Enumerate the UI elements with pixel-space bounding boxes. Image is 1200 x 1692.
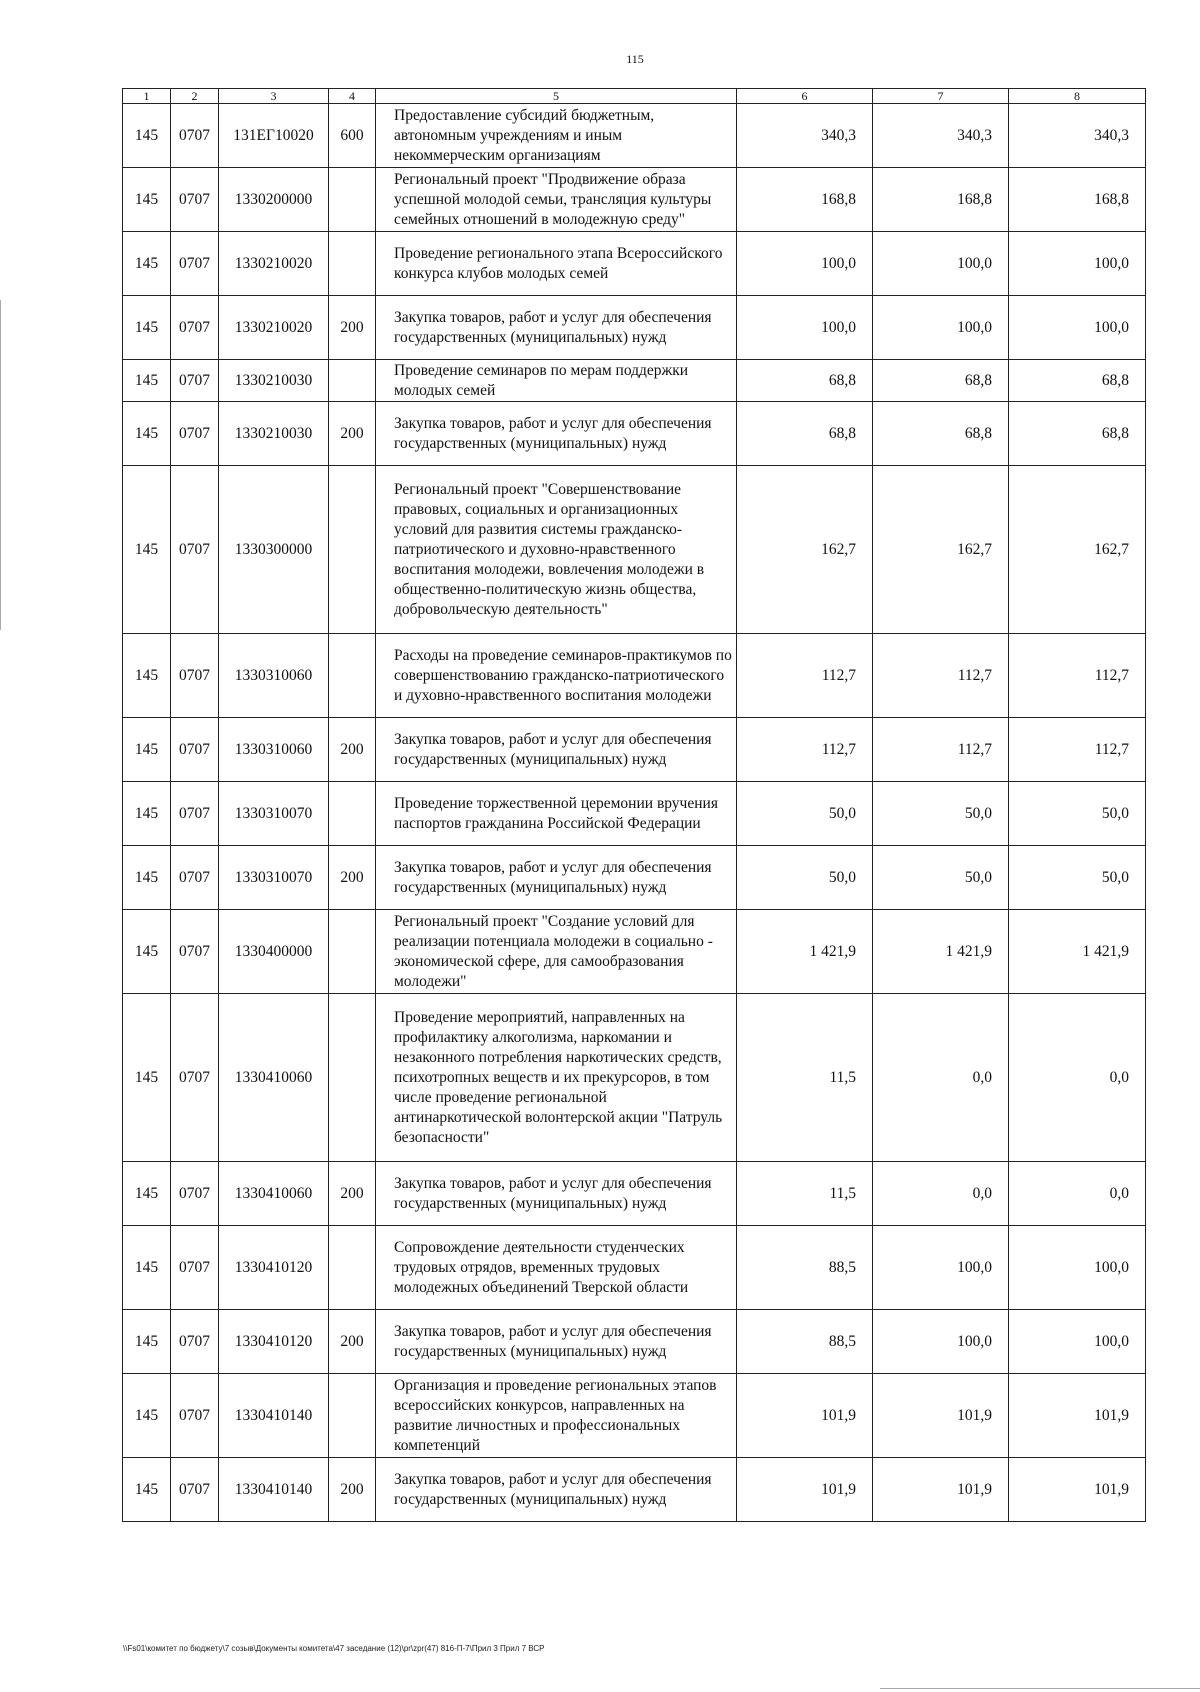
- cell-section-code: 0707: [171, 910, 219, 994]
- cell-section-code: 0707: [171, 466, 219, 634]
- cell-description: Региональный проект "Создание условий для реализации потенциала молодежи в социально - экономической сфере, для самообразования молодежи": [376, 910, 737, 994]
- cell-expense-type: [329, 994, 376, 1162]
- cell-description: Расходы на проведение семинаров-практикумов по совершенствованию гражданско-патриотического и духовно-нравственного воспитания молодежи: [376, 634, 737, 718]
- cell-expense-type: [329, 360, 376, 402]
- scan-edge-mark: [0, 300, 1, 630]
- cell-amount-3: 1 421,9: [1009, 910, 1146, 994]
- budget-table: [122, 88, 1146, 1522]
- table-row: [123, 232, 1146, 296]
- table-row: [123, 1162, 1146, 1226]
- cell-target-article: 1330410060: [219, 1162, 329, 1226]
- cell-amount-2: 101,9: [873, 1374, 1009, 1458]
- cell-ministry-code: 145: [123, 360, 171, 402]
- cell-target-article: 1330310060: [219, 718, 329, 782]
- column-number-8: 8: [1009, 89, 1146, 104]
- cell-amount-3: 0,0: [1009, 994, 1146, 1162]
- cell-amount-2: 0,0: [873, 1162, 1009, 1226]
- cell-amount-1: 88,5: [737, 1226, 873, 1310]
- cell-description: Сопровождение деятельности студенческих трудовых отрядов, временных трудовых молодежных объединений Тверской области: [376, 1226, 737, 1310]
- cell-amount-2: 340,3: [873, 104, 1009, 168]
- cell-amount-1: 101,9: [737, 1374, 873, 1458]
- cell-amount-3: 0,0: [1009, 1162, 1146, 1226]
- cell-target-article: 1330200000: [219, 168, 329, 232]
- cell-amount-3: 100,0: [1009, 296, 1146, 360]
- cell-expense-type: 200: [329, 1162, 376, 1226]
- cell-amount-1: 100,0: [737, 232, 873, 296]
- cell-target-article: 1330300000: [219, 466, 329, 634]
- cell-amount-1: 68,8: [737, 360, 873, 402]
- cell-amount-2: 100,0: [873, 1226, 1009, 1310]
- cell-amount-2: 68,8: [873, 402, 1009, 466]
- page-number: 115: [626, 52, 644, 66]
- cell-ministry-code: 145: [123, 718, 171, 782]
- cell-description: Проведение торжественной церемонии вручения паспортов гражданина Российской Федерации: [376, 782, 737, 846]
- cell-ministry-code: 145: [123, 232, 171, 296]
- cell-section-code: 0707: [171, 1310, 219, 1374]
- scan-edge-mark: [880, 1688, 1200, 1689]
- cell-section-code: 0707: [171, 1226, 219, 1310]
- cell-expense-type: 200: [329, 296, 376, 360]
- cell-amount-2: 168,8: [873, 168, 1009, 232]
- cell-ministry-code: 145: [123, 1458, 171, 1522]
- cell-ministry-code: 145: [123, 402, 171, 466]
- column-number-2: 2: [171, 89, 219, 104]
- cell-ministry-code: 145: [123, 1310, 171, 1374]
- cell-target-article: 1330400000: [219, 910, 329, 994]
- cell-amount-1: 162,7: [737, 466, 873, 634]
- cell-target-article: 1330210030: [219, 360, 329, 402]
- cell-expense-type: 600: [329, 104, 376, 168]
- cell-section-code: 0707: [171, 1162, 219, 1226]
- table-row: [123, 466, 1146, 634]
- cell-amount-3: 101,9: [1009, 1458, 1146, 1522]
- cell-expense-type: [329, 466, 376, 634]
- cell-ministry-code: 145: [123, 466, 171, 634]
- cell-expense-type: [329, 910, 376, 994]
- cell-amount-1: 50,0: [737, 782, 873, 846]
- cell-section-code: 0707: [171, 994, 219, 1162]
- cell-ministry-code: 145: [123, 168, 171, 232]
- cell-amount-3: 68,8: [1009, 360, 1146, 402]
- cell-expense-type: [329, 232, 376, 296]
- cell-amount-3: 168,8: [1009, 168, 1146, 232]
- cell-section-code: 0707: [171, 168, 219, 232]
- cell-target-article: 1330410120: [219, 1310, 329, 1374]
- cell-amount-2: 100,0: [873, 1310, 1009, 1374]
- table-row: [123, 104, 1146, 168]
- cell-target-article: 1330310070: [219, 782, 329, 846]
- table-row: [123, 1374, 1146, 1458]
- cell-amount-1: 50,0: [737, 846, 873, 910]
- cell-description: Закупка товаров, работ и услуг для обеспечения государственных (муниципальных) нужд: [376, 1458, 737, 1522]
- cell-amount-1: 11,5: [737, 1162, 873, 1226]
- cell-amount-3: 100,0: [1009, 1310, 1146, 1374]
- cell-description: Закупка товаров, работ и услуг для обеспечения государственных (муниципальных) нужд: [376, 1162, 737, 1226]
- column-number-6: 6: [737, 89, 873, 104]
- cell-amount-2: 50,0: [873, 846, 1009, 910]
- cell-amount-1: 101,9: [737, 1458, 873, 1522]
- cell-amount-2: 1 421,9: [873, 910, 1009, 994]
- cell-description: Закупка товаров, работ и услуг для обеспечения государственных (муниципальных) нужд: [376, 1310, 737, 1374]
- cell-expense-type: [329, 782, 376, 846]
- cell-section-code: 0707: [171, 634, 219, 718]
- cell-expense-type: [329, 1226, 376, 1310]
- table-row: [123, 296, 1146, 360]
- cell-amount-1: 112,7: [737, 634, 873, 718]
- cell-amount-2: 68,8: [873, 360, 1009, 402]
- cell-ministry-code: 145: [123, 1374, 171, 1458]
- cell-amount-1: 11,5: [737, 994, 873, 1162]
- cell-amount-1: 112,7: [737, 718, 873, 782]
- cell-description: Закупка товаров, работ и услуг для обеспечения государственных (муниципальных) нужд: [376, 718, 737, 782]
- table-row: [123, 1310, 1146, 1374]
- cell-description: Организация и проведение региональных этапов всероссийских конкурсов, направленных на развитие личностных и профессиональных компетенций: [376, 1374, 737, 1458]
- cell-section-code: 0707: [171, 718, 219, 782]
- cell-amount-2: 112,7: [873, 718, 1009, 782]
- cell-section-code: 0707: [171, 782, 219, 846]
- cell-description: Региональный проект "Совершенствование правовых, социальных и организационных условий для развития системы гражданско-патриотического и духовно-нравственного воспитания молодежи, вовлечения молодежи в общественно-политическую жизнь общества, добровольческую деятельность": [376, 466, 737, 634]
- cell-expense-type: 200: [329, 1310, 376, 1374]
- cell-amount-2: 112,7: [873, 634, 1009, 718]
- cell-section-code: 0707: [171, 296, 219, 360]
- cell-target-article: 1330410120: [219, 1226, 329, 1310]
- cell-expense-type: 200: [329, 718, 376, 782]
- cell-amount-1: 168,8: [737, 168, 873, 232]
- cell-target-article: 1330410060: [219, 994, 329, 1162]
- cell-amount-1: 88,5: [737, 1310, 873, 1374]
- cell-description: Региональный проект "Продвижение образа успешной молодой семьи, трансляция культуры семейных отношений в молодежную среду": [376, 168, 737, 232]
- cell-expense-type: [329, 634, 376, 718]
- cell-description: Закупка товаров, работ и услуг для обеспечения государственных (муниципальных) нужд: [376, 846, 737, 910]
- table-row: [123, 1458, 1146, 1522]
- cell-ministry-code: 145: [123, 910, 171, 994]
- cell-amount-3: 100,0: [1009, 232, 1146, 296]
- cell-expense-type: 200: [329, 402, 376, 466]
- table-row: [123, 782, 1146, 846]
- cell-section-code: 0707: [171, 360, 219, 402]
- cell-amount-2: 50,0: [873, 782, 1009, 846]
- cell-target-article: 1330310070: [219, 846, 329, 910]
- cell-target-article: 131ЕГ10020: [219, 104, 329, 168]
- cell-section-code: 0707: [171, 104, 219, 168]
- cell-amount-3: 100,0: [1009, 1226, 1146, 1310]
- cell-expense-type: 200: [329, 1458, 376, 1522]
- cell-amount-3: 101,9: [1009, 1374, 1146, 1458]
- cell-description: Проведение регионального этапа Всероссийского конкурса клубов молодых семей: [376, 232, 737, 296]
- cell-amount-2: 100,0: [873, 296, 1009, 360]
- table-row: [123, 910, 1146, 994]
- table-row: [123, 846, 1146, 910]
- table-row: [123, 718, 1146, 782]
- cell-target-article: 1330410140: [219, 1374, 329, 1458]
- cell-ministry-code: 145: [123, 1162, 171, 1226]
- cell-amount-3: 50,0: [1009, 782, 1146, 846]
- table-row: [123, 1226, 1146, 1310]
- cell-amount-2: 162,7: [873, 466, 1009, 634]
- cell-target-article: 1330210030: [219, 402, 329, 466]
- table-row: [123, 634, 1146, 718]
- cell-amount-3: 340,3: [1009, 104, 1146, 168]
- cell-description: Предоставление субсидий бюджетным, автономным учреждениям и иным некоммерческим организациям: [376, 104, 737, 168]
- table-row: [123, 994, 1146, 1162]
- cell-description: Закупка товаров, работ и услуг для обеспечения государственных (муниципальных) нужд: [376, 402, 737, 466]
- cell-expense-type: [329, 168, 376, 232]
- cell-amount-3: 112,7: [1009, 718, 1146, 782]
- cell-amount-1: 1 421,9: [737, 910, 873, 994]
- cell-ministry-code: 145: [123, 296, 171, 360]
- cell-target-article: 1330210020: [219, 232, 329, 296]
- column-number-5: 5: [376, 89, 737, 104]
- cell-target-article: 1330410140: [219, 1458, 329, 1522]
- table-row: [123, 360, 1146, 402]
- cell-amount-1: 100,0: [737, 296, 873, 360]
- cell-amount-3: 68,8: [1009, 402, 1146, 466]
- cell-section-code: 0707: [171, 1458, 219, 1522]
- column-number-row: [123, 89, 1146, 104]
- cell-description: Проведение семинаров по мерам поддержки молодых семей: [376, 360, 737, 402]
- cell-target-article: 1330210020: [219, 296, 329, 360]
- cell-amount-2: 0,0: [873, 994, 1009, 1162]
- column-number-1: 1: [123, 89, 171, 104]
- cell-section-code: 0707: [171, 232, 219, 296]
- cell-amount-1: 340,3: [737, 104, 873, 168]
- cell-amount-3: 112,7: [1009, 634, 1146, 718]
- cell-description: Проведение мероприятий, направленных на профилактику алкоголизма, наркомании и незаконного потребления наркотических средств, психотропных веществ и их прекурсоров, в том числе проведение региональной антинаркотической волонтерской акции "Патруль безопасности": [376, 994, 737, 1162]
- cell-ministry-code: 145: [123, 782, 171, 846]
- column-number-3: 3: [219, 89, 329, 104]
- column-number-4: 4: [329, 89, 376, 104]
- cell-section-code: 0707: [171, 1374, 219, 1458]
- cell-section-code: 0707: [171, 402, 219, 466]
- cell-target-article: 1330310060: [219, 634, 329, 718]
- table-row: [123, 168, 1146, 232]
- cell-ministry-code: 145: [123, 846, 171, 910]
- cell-expense-type: 200: [329, 846, 376, 910]
- cell-amount-3: 50,0: [1009, 846, 1146, 910]
- cell-ministry-code: 145: [123, 994, 171, 1162]
- column-number-7: 7: [873, 89, 1009, 104]
- file-path-footer: \\Fs01\комитет по бюджету\7 созыв\Документы комитета\47 заседание (12)\pr\zpr(47) 816-П-7\Прил 3 Прил 7 ВСР: [123, 1644, 545, 1653]
- table-row: [123, 402, 1146, 466]
- cell-ministry-code: 145: [123, 634, 171, 718]
- cell-description: Закупка товаров, работ и услуг для обеспечения государственных (муниципальных) нужд: [376, 296, 737, 360]
- cell-amount-2: 101,9: [873, 1458, 1009, 1522]
- cell-ministry-code: 145: [123, 104, 171, 168]
- cell-section-code: 0707: [171, 846, 219, 910]
- cell-expense-type: [329, 1374, 376, 1458]
- cell-amount-2: 100,0: [873, 232, 1009, 296]
- cell-ministry-code: 145: [123, 1226, 171, 1310]
- cell-amount-3: 162,7: [1009, 466, 1146, 634]
- cell-amount-1: 68,8: [737, 402, 873, 466]
